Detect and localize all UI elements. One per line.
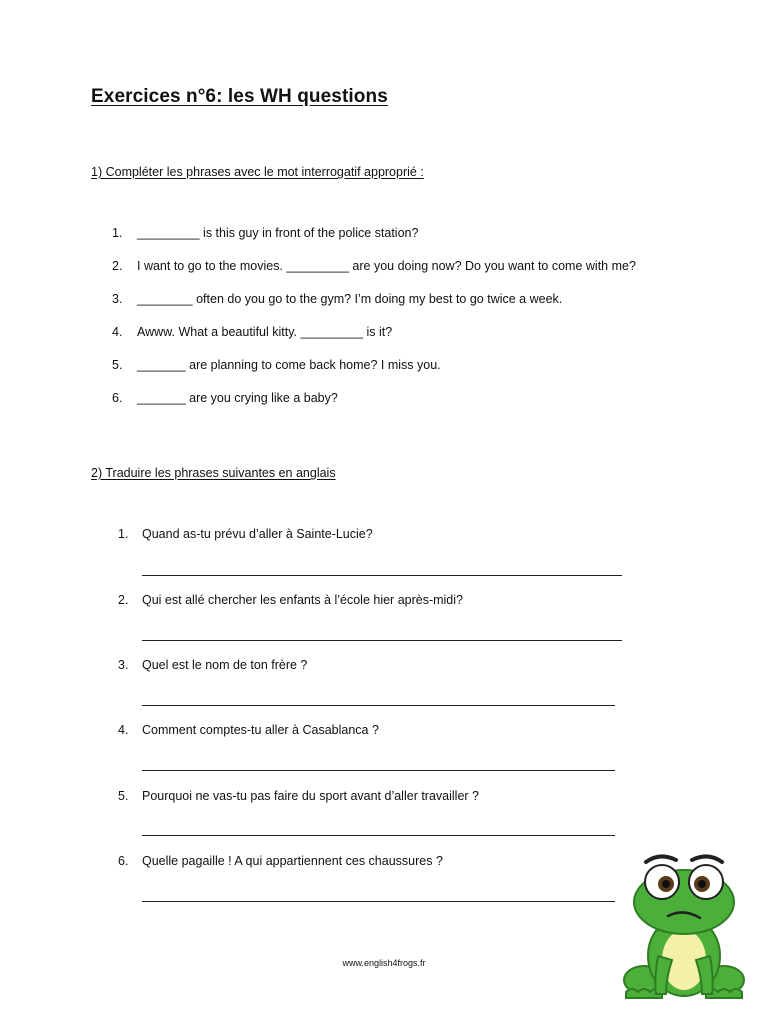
section-1-heading: 1) Compléter les phrases avec le mot interrogatif approprié :	[91, 165, 424, 179]
item-number: 1.	[112, 226, 123, 240]
item-text: ________ often do you go to the gym? I’m doing my best to go twice a week.	[137, 292, 563, 306]
item-text: I want to go to the movies. _________ are you doing now? Do you want to come with me?	[137, 259, 636, 273]
answer-line[interactable]	[142, 705, 615, 706]
item-text: Quand as-tu prévu d’aller à Sainte-Lucie?	[142, 527, 373, 541]
item-text: Quelle pagaille ! A qui appartiennent ces chaussures ?	[142, 854, 443, 868]
item-text: _______ are you crying like a baby?	[137, 391, 338, 405]
item-text: _______ are planning to come back home? I miss you.	[137, 358, 441, 372]
item-text: Qui est allé chercher les enfants à l’école hier après-midi?	[142, 593, 463, 607]
item-number: 6.	[112, 391, 123, 405]
item-number: 5.	[118, 789, 129, 803]
item-number: 4.	[112, 325, 123, 339]
item-number: 3.	[118, 658, 129, 672]
item-text: Quel est le nom de ton frère ?	[142, 658, 308, 672]
item-text: _________ is this guy in front of the police station?	[137, 226, 419, 240]
item-number: 1.	[118, 527, 129, 541]
page-title: Exercices n°6: les WH questions	[91, 86, 388, 107]
item-number: 6.	[118, 854, 129, 868]
footer-url: www.english4frogs.fr	[342, 958, 426, 968]
frog-icon	[622, 852, 746, 1004]
answer-line[interactable]	[142, 640, 622, 641]
item-number: 4.	[118, 723, 129, 737]
item-text: Awww. What a beautiful kitty. _________ is it?	[137, 325, 393, 339]
answer-line[interactable]	[142, 901, 615, 902]
answer-line[interactable]	[142, 835, 615, 836]
item-text: Pourquoi ne vas-tu pas faire du sport avant d’aller travailler ?	[142, 789, 479, 803]
item-number: 5.	[112, 358, 123, 372]
item-number: 2.	[112, 259, 123, 273]
section-2-heading: 2) Traduire les phrases suivantes en anglais	[91, 466, 336, 480]
answer-line[interactable]	[142, 575, 622, 576]
answer-line[interactable]	[142, 770, 615, 771]
item-number: 3.	[112, 292, 123, 306]
item-text: Comment comptes-tu aller à Casablanca ?	[142, 723, 379, 737]
item-number: 2.	[118, 593, 129, 607]
